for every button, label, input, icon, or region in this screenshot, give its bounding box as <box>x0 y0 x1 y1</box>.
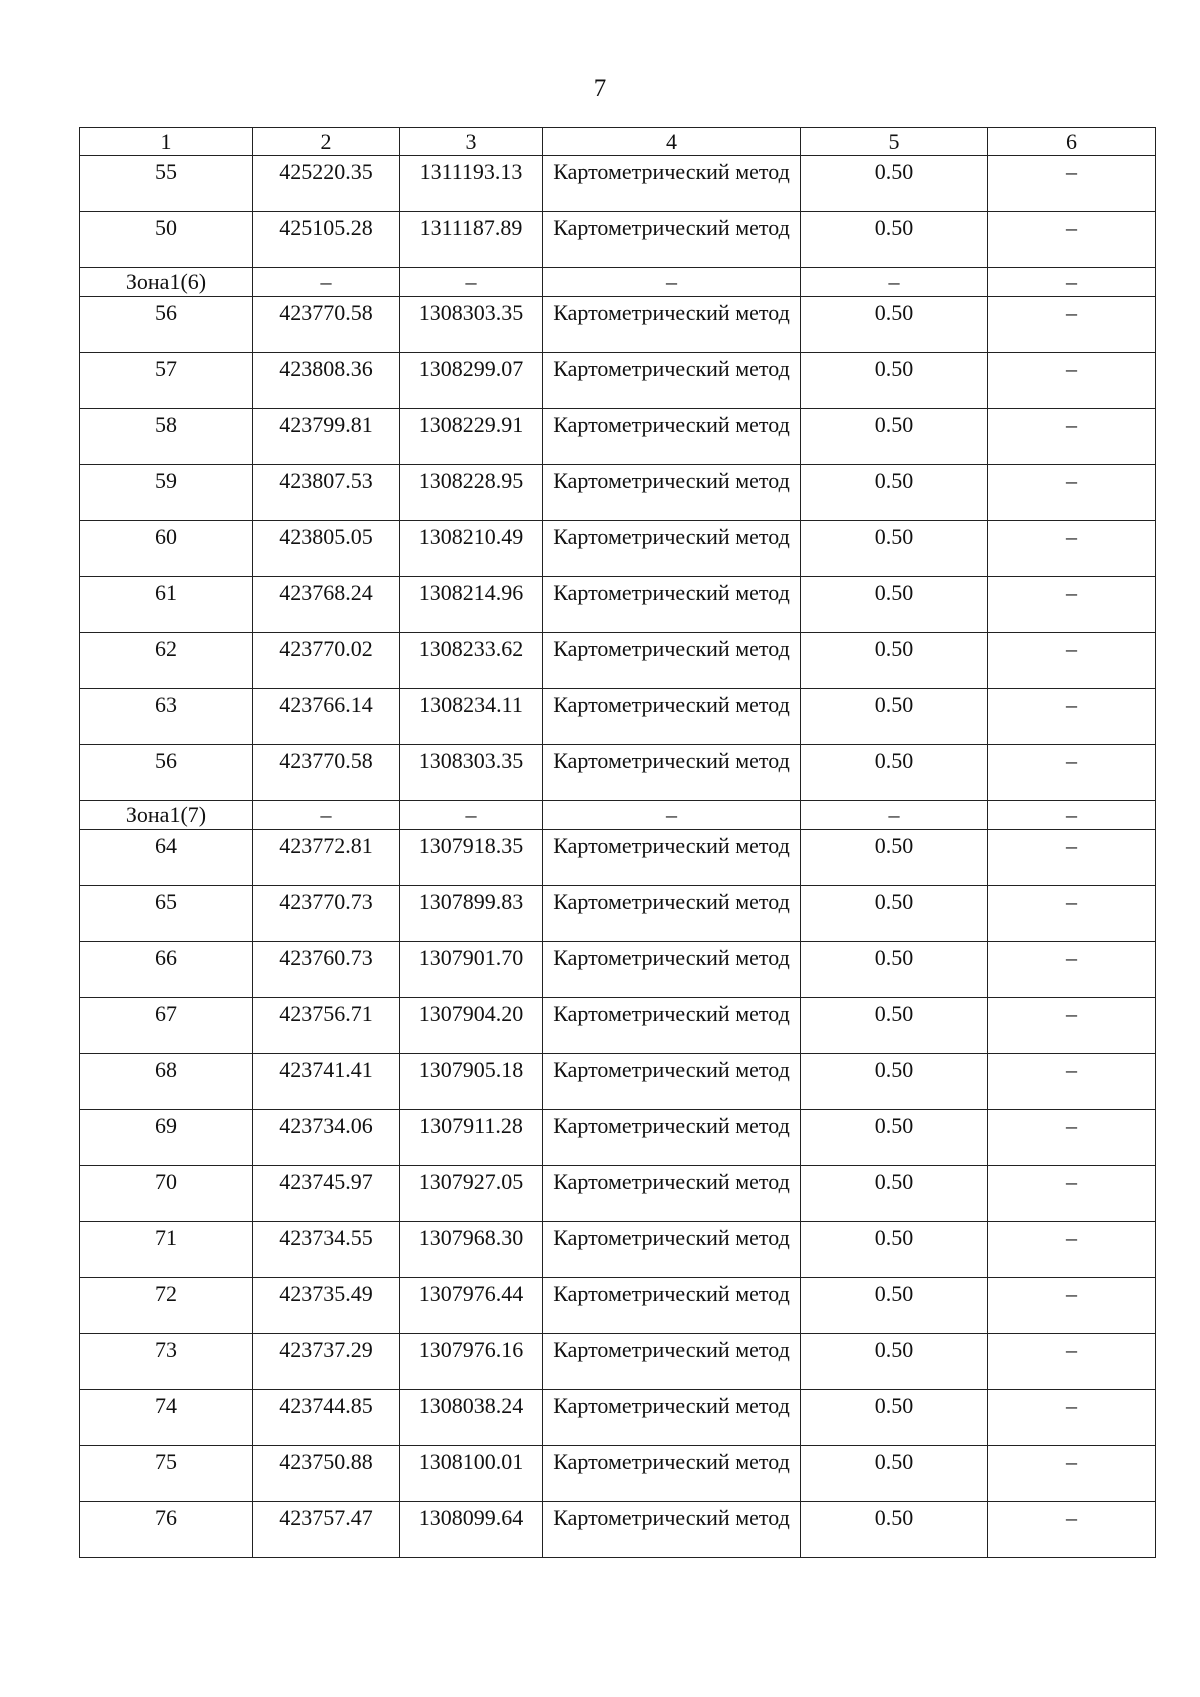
point-number-cell: 50 <box>80 212 253 268</box>
description-cell: – <box>988 801 1156 830</box>
accuracy-cell: 0.50 <box>801 1054 988 1110</box>
method-cell: Картометрический метод <box>543 830 801 886</box>
y-coordinate-cell: 1308229.91 <box>400 409 543 465</box>
description-cell: – <box>988 1166 1156 1222</box>
y-coordinate-cell: 1307976.16 <box>400 1334 543 1390</box>
y-coordinate-cell: 1308303.35 <box>400 745 543 801</box>
y-coordinate-cell: 1308214.96 <box>400 577 543 633</box>
description-cell: – <box>988 1334 1156 1390</box>
point-number-cell: 70 <box>80 1166 253 1222</box>
method-cell: Картометрический метод <box>543 156 801 212</box>
point-number-cell: 62 <box>80 633 253 689</box>
y-coordinate-cell: – <box>400 268 543 297</box>
method-cell: Картометрический метод <box>543 633 801 689</box>
accuracy-cell: – <box>801 268 988 297</box>
method-cell: Картометрический метод <box>543 409 801 465</box>
table-row <box>80 830 1156 886</box>
x-coordinate-cell: 423735.49 <box>253 1278 400 1334</box>
table-row <box>80 297 1156 353</box>
accuracy-cell: 0.50 <box>801 886 988 942</box>
method-cell: – <box>543 268 801 297</box>
method-cell: Картометрический метод <box>543 353 801 409</box>
x-coordinate-cell: 423770.58 <box>253 297 400 353</box>
y-coordinate-cell: 1307968.30 <box>400 1222 543 1278</box>
method-cell: Картометрический метод <box>543 297 801 353</box>
table-row <box>80 1278 1156 1334</box>
accuracy-cell: 0.50 <box>801 297 988 353</box>
accuracy-cell: 0.50 <box>801 521 988 577</box>
point-number-cell: 64 <box>80 830 253 886</box>
table-row <box>80 745 1156 801</box>
accuracy-cell: 0.50 <box>801 465 988 521</box>
description-cell: – <box>988 268 1156 297</box>
x-coordinate-cell: 423772.81 <box>253 830 400 886</box>
column-header: 1 <box>80 128 253 156</box>
x-coordinate-cell: – <box>253 801 400 830</box>
table-row <box>80 1166 1156 1222</box>
description-cell: – <box>988 1502 1156 1558</box>
method-cell: Картометрический метод <box>543 212 801 268</box>
y-coordinate-cell: 1308228.95 <box>400 465 543 521</box>
table-row <box>80 1502 1156 1558</box>
point-number-cell: 73 <box>80 1334 253 1390</box>
y-coordinate-cell: 1307976.44 <box>400 1278 543 1334</box>
column-header: 4 <box>543 128 801 156</box>
x-coordinate-cell: 423770.02 <box>253 633 400 689</box>
zone-label-cell: Зона1(6) <box>80 268 253 297</box>
point-number-cell: 76 <box>80 1502 253 1558</box>
method-cell: Картометрический метод <box>543 886 801 942</box>
point-number-cell: 56 <box>80 745 253 801</box>
accuracy-cell: 0.50 <box>801 998 988 1054</box>
description-cell: – <box>988 942 1156 998</box>
table-row <box>80 633 1156 689</box>
description-cell: – <box>988 577 1156 633</box>
point-number-cell: 66 <box>80 942 253 998</box>
description-cell: – <box>988 998 1156 1054</box>
description-cell: – <box>988 1222 1156 1278</box>
point-number-cell: 69 <box>80 1110 253 1166</box>
point-number-cell: 58 <box>80 409 253 465</box>
table-row <box>80 689 1156 745</box>
y-coordinate-cell: 1307905.18 <box>400 1054 543 1110</box>
accuracy-cell: 0.50 <box>801 353 988 409</box>
x-coordinate-cell: 423805.05 <box>253 521 400 577</box>
method-cell: Картометрический метод <box>543 577 801 633</box>
description-cell: – <box>988 353 1156 409</box>
y-coordinate-cell: 1308100.01 <box>400 1446 543 1502</box>
column-header: 6 <box>988 128 1156 156</box>
x-coordinate-cell: 425105.28 <box>253 212 400 268</box>
accuracy-cell: 0.50 <box>801 1110 988 1166</box>
x-coordinate-cell: 423768.24 <box>253 577 400 633</box>
table-row <box>80 156 1156 212</box>
point-number-cell: 57 <box>80 353 253 409</box>
x-coordinate-cell: 423807.53 <box>253 465 400 521</box>
table-row <box>80 1110 1156 1166</box>
column-header: 3 <box>400 128 543 156</box>
method-cell: – <box>543 801 801 830</box>
accuracy-cell: 0.50 <box>801 1446 988 1502</box>
table-row <box>80 353 1156 409</box>
table-row <box>80 1390 1156 1446</box>
x-coordinate-cell: 423744.85 <box>253 1390 400 1446</box>
description-cell: – <box>988 886 1156 942</box>
description-cell: – <box>988 465 1156 521</box>
accuracy-cell: 0.50 <box>801 1222 988 1278</box>
point-number-cell: 67 <box>80 998 253 1054</box>
method-cell: Картометрический метод <box>543 689 801 745</box>
accuracy-cell: 0.50 <box>801 745 988 801</box>
point-number-cell: 74 <box>80 1390 253 1446</box>
x-coordinate-cell: 423734.06 <box>253 1110 400 1166</box>
zone-label-cell: Зона1(7) <box>80 801 253 830</box>
table-row <box>80 465 1156 521</box>
method-cell: Картометрический метод <box>543 1278 801 1334</box>
x-coordinate-cell: 423734.55 <box>253 1222 400 1278</box>
y-coordinate-cell: 1308038.24 <box>400 1390 543 1446</box>
description-cell: – <box>988 409 1156 465</box>
accuracy-cell: 0.50 <box>801 830 988 886</box>
point-number-cell: 56 <box>80 297 253 353</box>
x-coordinate-cell: 423741.41 <box>253 1054 400 1110</box>
point-number-cell: 55 <box>80 156 253 212</box>
table-row <box>80 212 1156 268</box>
method-cell: Картометрический метод <box>543 465 801 521</box>
method-cell: Картометрический метод <box>543 1222 801 1278</box>
accuracy-cell: 0.50 <box>801 409 988 465</box>
point-number-cell: 60 <box>80 521 253 577</box>
description-cell: – <box>988 521 1156 577</box>
x-coordinate-cell: 423757.47 <box>253 1502 400 1558</box>
description-cell: – <box>988 212 1156 268</box>
description-cell: – <box>988 156 1156 212</box>
y-coordinate-cell: 1307911.28 <box>400 1110 543 1166</box>
description-cell: – <box>988 1110 1156 1166</box>
accuracy-cell: 0.50 <box>801 1166 988 1222</box>
y-coordinate-cell: 1308299.07 <box>400 353 543 409</box>
description-cell: – <box>988 1390 1156 1446</box>
method-cell: Картометрический метод <box>543 1446 801 1502</box>
method-cell: Картометрический метод <box>543 1502 801 1558</box>
method-cell: Картометрический метод <box>543 1334 801 1390</box>
accuracy-cell: 0.50 <box>801 577 988 633</box>
description-cell: – <box>988 689 1156 745</box>
y-coordinate-cell: 1308303.35 <box>400 297 543 353</box>
description-cell: – <box>988 633 1156 689</box>
method-cell: Картометрический метод <box>543 745 801 801</box>
table-row <box>80 1222 1156 1278</box>
method-cell: Картометрический метод <box>543 942 801 998</box>
x-coordinate-cell: 423766.14 <box>253 689 400 745</box>
table-row <box>80 998 1156 1054</box>
table-row <box>80 942 1156 998</box>
x-coordinate-cell: 423808.36 <box>253 353 400 409</box>
y-coordinate-cell: 1308099.64 <box>400 1502 543 1558</box>
point-number-cell: 75 <box>80 1446 253 1502</box>
accuracy-cell: 0.50 <box>801 633 988 689</box>
y-coordinate-cell: 1307927.05 <box>400 1166 543 1222</box>
method-cell: Картометрический метод <box>543 998 801 1054</box>
table-row <box>80 521 1156 577</box>
accuracy-cell: 0.50 <box>801 1278 988 1334</box>
point-number-cell: 61 <box>80 577 253 633</box>
accuracy-cell: 0.50 <box>801 1390 988 1446</box>
description-cell: – <box>988 745 1156 801</box>
x-coordinate-cell: – <box>253 268 400 297</box>
coordinates-table <box>79 127 1156 1558</box>
x-coordinate-cell: 423770.73 <box>253 886 400 942</box>
x-coordinate-cell: 423756.71 <box>253 998 400 1054</box>
zone-row <box>80 801 1156 830</box>
accuracy-cell: 0.50 <box>801 212 988 268</box>
description-cell: – <box>988 830 1156 886</box>
y-coordinate-cell: 1308233.62 <box>400 633 543 689</box>
method-cell: Картометрический метод <box>543 521 801 577</box>
point-number-cell: 68 <box>80 1054 253 1110</box>
y-coordinate-cell: 1307901.70 <box>400 942 543 998</box>
table-row <box>80 1054 1156 1110</box>
point-number-cell: 65 <box>80 886 253 942</box>
method-cell: Картометрический метод <box>543 1166 801 1222</box>
table-row <box>80 577 1156 633</box>
accuracy-cell: 0.50 <box>801 156 988 212</box>
zone-row <box>80 268 1156 297</box>
y-coordinate-cell: 1308234.11 <box>400 689 543 745</box>
y-coordinate-cell: 1307904.20 <box>400 998 543 1054</box>
accuracy-cell: 0.50 <box>801 942 988 998</box>
method-cell: Картометрический метод <box>543 1390 801 1446</box>
accuracy-cell: 0.50 <box>801 1502 988 1558</box>
description-cell: – <box>988 297 1156 353</box>
x-coordinate-cell: 423737.29 <box>253 1334 400 1390</box>
y-coordinate-cell: 1308210.49 <box>400 521 543 577</box>
column-header: 5 <box>801 128 988 156</box>
table-row <box>80 1334 1156 1390</box>
point-number-cell: 59 <box>80 465 253 521</box>
page-number: 7 <box>593 75 607 102</box>
y-coordinate-cell: – <box>400 801 543 830</box>
y-coordinate-cell: 1311187.89 <box>400 212 543 268</box>
x-coordinate-cell: 423770.58 <box>253 745 400 801</box>
point-number-cell: 63 <box>80 689 253 745</box>
x-coordinate-cell: 423745.97 <box>253 1166 400 1222</box>
table-row <box>80 409 1156 465</box>
header-row <box>80 128 1156 156</box>
accuracy-cell: 0.50 <box>801 1334 988 1390</box>
x-coordinate-cell: 425220.35 <box>253 156 400 212</box>
point-number-cell: 71 <box>80 1222 253 1278</box>
x-coordinate-cell: 423760.73 <box>253 942 400 998</box>
accuracy-cell: – <box>801 801 988 830</box>
column-header: 2 <box>253 128 400 156</box>
y-coordinate-cell: 1311193.13 <box>400 156 543 212</box>
y-coordinate-cell: 1307918.35 <box>400 830 543 886</box>
accuracy-cell: 0.50 <box>801 689 988 745</box>
table-row <box>80 1446 1156 1502</box>
x-coordinate-cell: 423750.88 <box>253 1446 400 1502</box>
description-cell: – <box>988 1446 1156 1502</box>
description-cell: – <box>988 1054 1156 1110</box>
y-coordinate-cell: 1307899.83 <box>400 886 543 942</box>
table-row <box>80 886 1156 942</box>
method-cell: Картометрический метод <box>543 1110 801 1166</box>
point-number-cell: 72 <box>80 1278 253 1334</box>
table-body <box>80 156 1156 1558</box>
method-cell: Картометрический метод <box>543 1054 801 1110</box>
x-coordinate-cell: 423799.81 <box>253 409 400 465</box>
description-cell: – <box>988 1278 1156 1334</box>
